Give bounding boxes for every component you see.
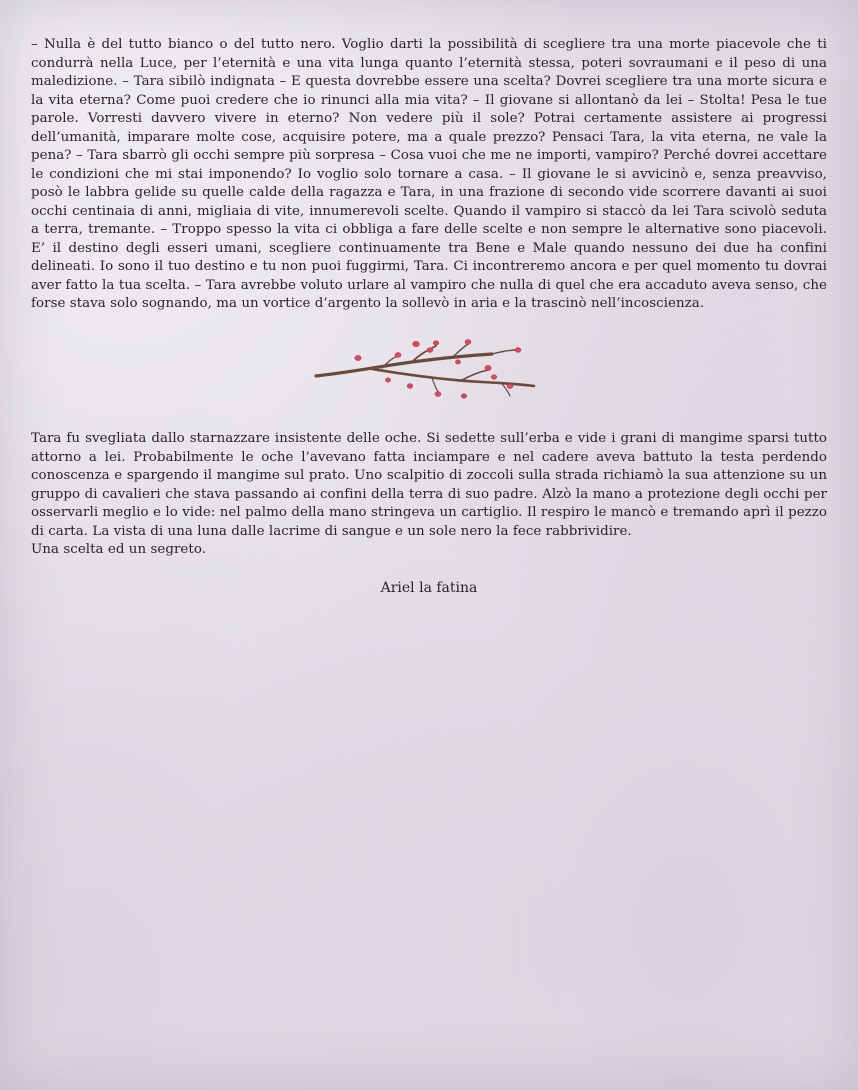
author-signature: Ariel la fatina (380, 580, 478, 596)
paragraph-closing-line: Una scelta ed un segreto. (31, 542, 207, 557)
story-text-top (31, 36, 827, 314)
paragraph-awakening: Tara fu svegliata dallo starnazzare insistente delle oche. Si sedette sull’erba e vide i grani di mangime sparsi tutto attorno a lei. Probabilmente le oche l’avevano fatta inciampare e nel cadere aveva battuto la testa perdendo conoscenza e spargendo il mangime sul prato. Uno scalpitio di zoccoli sulla strada richiamò la sua attenzione su un gruppo di cavalieri che stava passando ai confini della terra di suo padre. Alzò la mano a protezione degli occhi per osservarli meglio e lo vide: nel palmo della mano stringeva un cartiglio. Il respiro le mancò e tremando aprì il pezzo di carta. La vista di una luna dalle lacrime di sangue e un sole nero la fece rabbrividire. (31, 431, 827, 539)
story-text-bottom (31, 430, 827, 560)
blossom-branch-icon (312, 336, 540, 408)
paragraph-dialogue: – Nulla è del tutto bianco o del tutto nero. Voglio darti la possibilità di scegliere tra una morte piacevole che ti condurrà nella Luce, per l’eternità e una vita lunga quanto l’eternità stessa, poteri sovraumani e il peso di una maledizione. – Tara sibilò indignata – E questa dovrebbe essere una scelta? Dovrei scegliere tra una morte sicura e la vita eterna? Come puoi credere che io rinunci alla mia vita? – Il giovane si allontanò da lei – Stolta! Pesa le tue parole. Vorresti davvero vivere in eterno? Non vedere più il sole? Potrai certamente assistere ai progressi dell’umanità, imparare molte cose, acquisire potere, ma a quale prezzo? Pensaci Tara, la vita eterna, ne vale la pena? – Tara sbarrò gli occhi sempre più sorpresa – Cosa vuoi che me ne importi, vampiro? Perché dovrei accettare le condizioni che mi stai imponendo? Io voglio solo tornare a casa. – Il giovane le si avvicinò e, senza preavviso, posò le labbra gelide su quelle calde della ragazza e Tara, in una frazione di secondo vide scorrere davanti ai suoi occhi centinaia di anni, migliaia di vite, innumerevoli scelte. Quando il vampiro si staccò da lei Tara scivolò seduta a terra, tremante. – Troppo spesso la vita ci obbliga a fare delle scelte e non sempre le alternative sono piacevoli. E’ il destino degli esseri umani, scegliere continuamente tra Bene e Male quando nessuno dei due ha confini delineati. Io sono il tuo destino e tu non puoi fuggirmi, Tara. Ci incontreremo ancora e per quel momento tu dovrai aver fatto la tua scelta. – Tara avrebbe voluto urlare al vampiro che nulla di quel che era accaduto aveva senso, che forse stava solo sognando, ma un vortice d’argento la sollevò in aria e la trascinò nell’incoscienza. (31, 37, 827, 311)
